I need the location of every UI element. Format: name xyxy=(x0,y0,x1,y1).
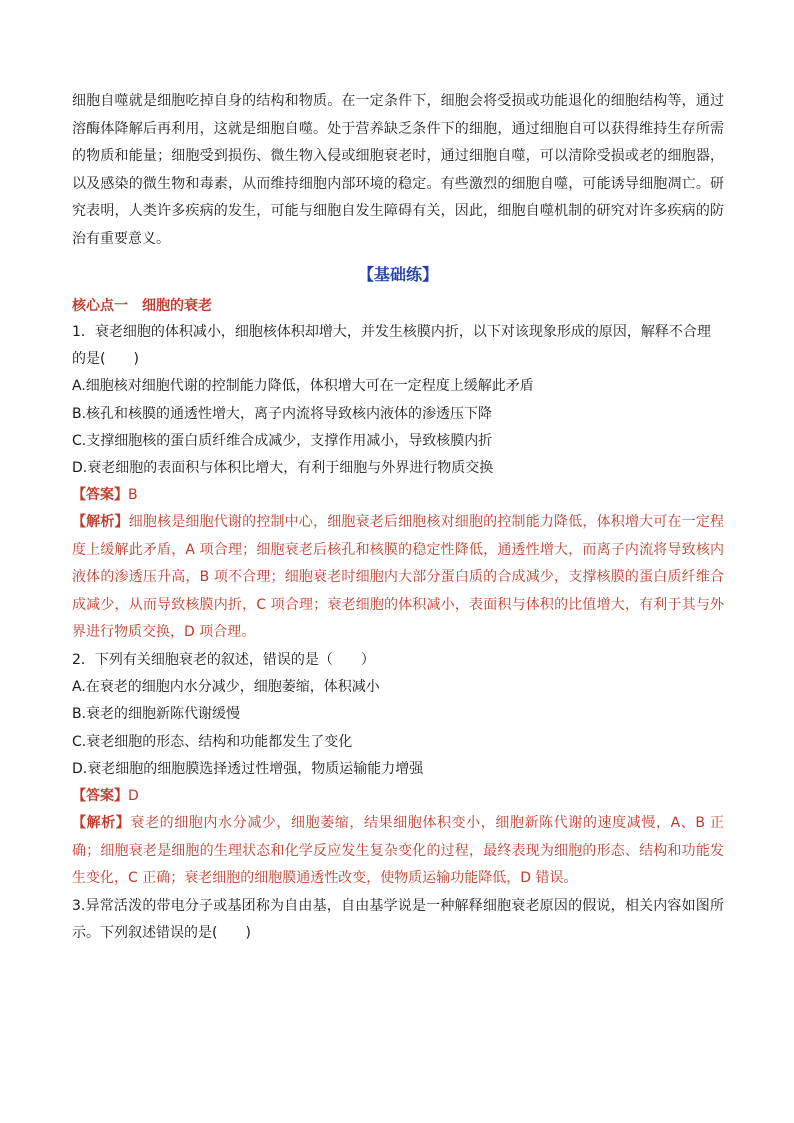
question-3 xyxy=(72,893,724,948)
analysis-paragraph xyxy=(72,810,724,893)
analysis-label: 【解析】 xyxy=(72,514,129,531)
option-b: B.衰老的细胞新陈代谢缓慢 xyxy=(72,706,241,723)
analysis-text: 衰老的细胞内水分减少，细胞萎缩，结果细胞体积变小，细胞新陈代谢的速度减慢，A、B 正确；细胞衰老是细胞的生理状态和化学反应发生复杂变化的过程，最终表现为细胞的形态、结构和功能发生变化，C 正确；衰老细胞的细胞膜通透性改变，使物质运输功能降低，D 错误。 xyxy=(72,815,724,887)
answer-label: 【答案】 xyxy=(72,787,128,804)
answer-line xyxy=(72,482,724,509)
option-d: D.衰老细胞的表面积与体积比增大，有利于细胞与外界进行物质交换 xyxy=(72,460,494,477)
analysis-paragraph xyxy=(72,509,724,647)
option-a: A.在衰老的细胞内水分减少，细胞萎缩，体积减小 xyxy=(72,679,380,696)
answer-value: D xyxy=(128,787,139,804)
analysis-text: 细胞核是细胞代谢的控制中心，细胞衰老后细胞核对细胞的控制能力降低，体积增大可在一定程度上缓解此矛盾，A 项合理；细胞衰老后核孔和核膜的稳定性降低，通透性增大，而离子内流将导致核内液体的渗透压升高，B 项不合理；细胞衰老时细胞内大部分蛋白质的合成减少，支撑核膜的蛋白质纤维合成减少，从而导致核膜内折，C 项合理；衰老细胞的体积减小，表面积与体积的比值增大，有利于其与外界进行物质交换，D 项合理。 xyxy=(72,514,725,641)
analysis-label: 【解析】 xyxy=(72,815,131,832)
question-stem: 2．下列有关细胞衰老的叙述，错误的是（ ） xyxy=(72,651,375,668)
option-b: B.核孔和核膜的通透性增大，离子内流将导致核内液体的渗透压下降 xyxy=(72,405,493,422)
question-2 xyxy=(72,647,724,893)
question-1 xyxy=(72,319,724,647)
section-title: 【基础练】 xyxy=(357,265,438,284)
answer-value: B xyxy=(128,487,138,504)
option-c: C.衰老细胞的形态、结构和功能都发生了变化 xyxy=(72,733,353,750)
intro-paragraph: 细胞自噬就是细胞吃掉自身的结构和物质。在一定条件下，细胞会将受损或功能退化的细胞结构等，通过溶酶体降解后再利用，这就是细胞自噬。处于营养缺乏条件下的细胞，通过细胞自可以获得维持生存所需的物质和能量；细胞受到损伤、微生物入侵或细胞衰老时，通过细胞自噬，可以清除受损或老的细胞器，以及感染的微生物和毒素，从而维持细胞内部环境的稳定。有些激烈的细胞自噬，可能诱导细胞凋亡。研究表明，人类许多疾病的发生，可能与细胞自发生障碍有关，因此，细胞自噬机制的研究对许多疾病的防治有重要意义。 xyxy=(72,93,724,247)
answer-line xyxy=(72,783,724,810)
question-stem: 1．衰老细胞的体积减小，细胞核体积却增大，并发生核膜内折，以下对该现象形成的原因，解释不合理的是( ) xyxy=(72,324,711,368)
option-c: C.支撑细胞核的蛋白质纤维合成减少，支撑作用减小，导致核膜内折 xyxy=(72,432,493,449)
document-page xyxy=(72,88,724,948)
option-d: D.衰老细胞的细胞膜选择透过性增强，物质运输能力增强 xyxy=(72,760,424,777)
core-point-heading: 核心点一 细胞的衰老 xyxy=(72,298,212,314)
question-stem: 3.异常活泼的带电分子或基团称为自由基，自由基学说是一种解释细胞衰老原因的假说，相关内容如图所示。下列叙述错误的是( ) xyxy=(72,897,724,942)
answer-label: 【答案】 xyxy=(72,487,128,504)
option-a: A.细胞核对细胞代谢的控制能力降低，体积增大可在一定程度上缓解此矛盾 xyxy=(72,378,534,395)
